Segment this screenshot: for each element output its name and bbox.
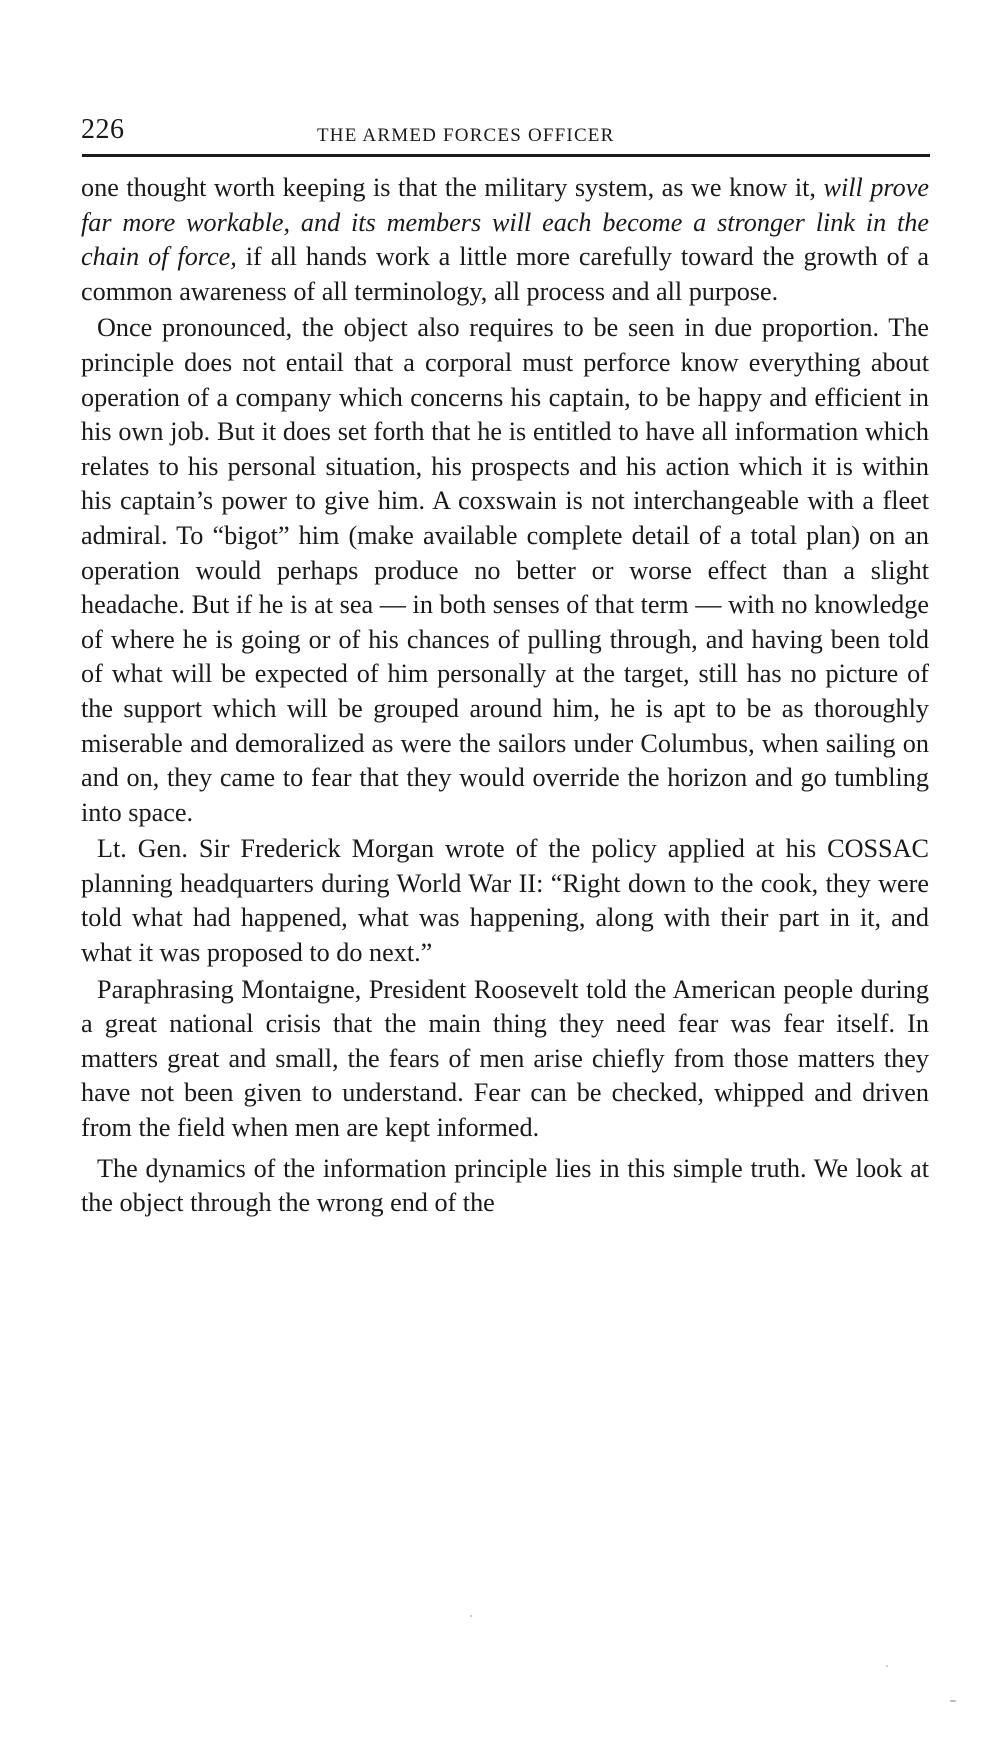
paper-speck [470, 1615, 472, 1617]
body-text [81, 171, 929, 1221]
paper-speck [950, 1700, 956, 1702]
running-title: THE ARMED FORCES OFFICER [317, 125, 615, 146]
paragraph-5: The dynamics of the information principle lies in this simple truth. We look at the object through the wrong end of the [81, 1153, 929, 1218]
running-head [81, 110, 929, 154]
paragraph-1 [81, 171, 929, 309]
paragraph-3: Lt. Gen. Sir Frederick Morgan wrote of the policy applied at his COSSAC planning headquarters during World War II: “Right down to the cook, they were told what had happened, what was happening, along with their part in it, and what it was proposed to do next.” [81, 834, 929, 968]
paragraph-2: Once pronounced, the object also requires to be seen in due proportion. The principle does not entail that a corporal must perforce know everything about operation of a company which concerns his captain, to be happy and efficient in his own job. But it does set forth that he is entitled to have all information which relates to his personal situation, his prospects and his action which it is within his captain’s power to give him. A coxswain is not interchangeable with a fleet admiral. To “bigot” him (make available complete detail of a total plan) on an operation would perhaps produce no better or worse effect than a slight headache. But if he is at sea — in both senses of that term — with no knowledge of where he is going or of his chances of pulling through, and having been told of what will be expected of him personally at the target, still has no picture of the support which will be grouped around him, he is apt to be as thoroughly miserable and demoralized as were the sailors under Columbus, when sailing on and on, they came to fear that they would override the horizon and go tumbling into space. [81, 313, 929, 827]
paper-speck [886, 1665, 888, 1667]
paragraph-1-end: if all hands work a little more carefully toward the growth of a common awareness of all terminology, all process and all purpose. [81, 242, 929, 306]
paragraph-4: Paraphrasing Montaigne, President Roosevelt told the American people during a great national crisis that the main thing they need fear was fear itself. In matters great and small, the fears of men arise chiefly from those matters they have not been given to understand. Fear can be checked, whipped and driven from the field when men are kept informed. [81, 974, 929, 1143]
header-rule [82, 154, 930, 157]
paragraph-1-italic: will prove far more workable, and its members will each become a stronger link in the chain of force, [81, 173, 929, 272]
page-number: 226 [81, 114, 125, 145]
paragraph-1-start: one thought worth keeping is that the military system, as we know it, [81, 173, 824, 202]
